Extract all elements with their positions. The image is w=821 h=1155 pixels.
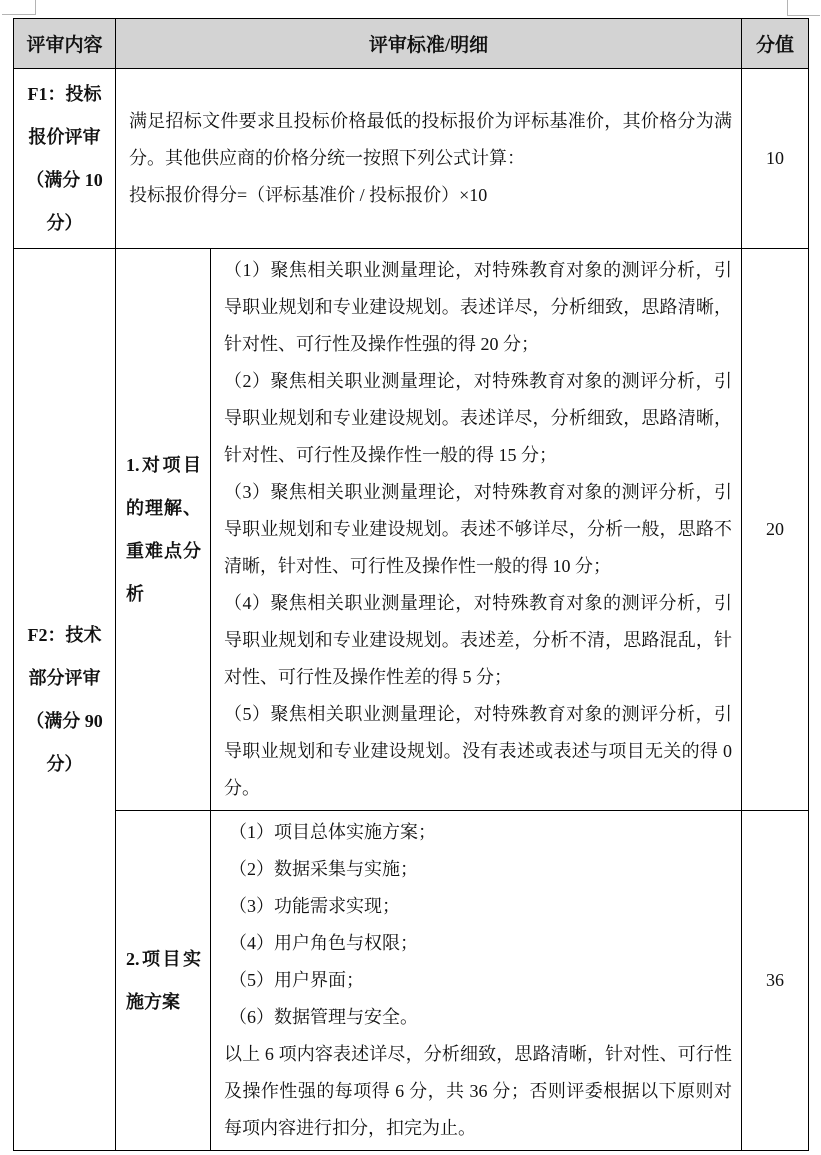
f1-formula-text: 投标报价得分=（评标基准价 / 投标报价）×10: [129, 185, 488, 205]
f2-sub1-detail-cell: [211, 249, 742, 811]
f2-sub2-score-value: 36: [742, 811, 809, 1151]
f2-sub2-item-3: （3）功能需求实现；: [229, 896, 400, 916]
f2-sub2-note: 以上 6 项内容表述详尽，分析细致，思路清晰，针对性、可行性及操作性强的每项得 6 分，共 36 分；否则评委根据以下原则对每项内容进行扣分，扣完为止。: [224, 1044, 732, 1138]
f2-sub1-paragraph-3: （3）聚焦相关职业测量理论，对特殊教育对象的测评分析，引导职业规划和专业建设规划。表述不够详尽，分析一般，思路不清晰，针对性、可行性及操作性一般的得 10 分；: [224, 482, 732, 576]
f2-sub1-name: 1.对项目的理解、重难点分析: [116, 249, 211, 811]
header-cell-score: 分值: [742, 19, 809, 69]
f1-criteria-label: F1：投标报价评审（满分 10 分）: [14, 69, 116, 249]
f2-sub1-paragraph-2: （2）聚焦相关职业测量理论，对特殊教育对象的测评分析，引导职业规划和专业建设规划。表述详尽，分析细致，思路清晰，针对性、可行性及操作性一般的得 15 分；: [224, 371, 732, 465]
f2-sub2-name: 2.项目实施方案: [116, 811, 211, 1151]
f2-sub1-paragraph-5: （5）聚焦相关职业测量理论，对特殊教育对象的测评分析，引导职业规划和专业建设规划。没有表述或表述与项目无关的得 0 分。: [224, 704, 732, 798]
page-margin-corner-mark-top-left: [2, 14, 36, 15]
f2-sub2-item-2: （2）数据采集与实施；: [229, 859, 418, 879]
page-margin-corner-mark-top-right: [787, 15, 820, 16]
header-cell-standard: 评审标准/明细: [116, 19, 742, 69]
f2-sub2-item-1: （1）项目总体实施方案；: [229, 822, 436, 842]
f2-sub2-detail-cell: [211, 811, 742, 1151]
table-row-f1: [14, 69, 809, 249]
evaluation-criteria-table: [13, 18, 809, 1151]
f1-detail-paragraph: 满足招标文件要求且投标价格最低的投标报价为评标基准价，其价格分为满分。其他供应商的价格分统一按照下列公式计算：: [129, 111, 732, 168]
f2-sub2-item-6: （6）数据管理与安全。: [229, 1007, 418, 1027]
f1-detail-cell: [116, 69, 742, 249]
f1-score-value: 10: [742, 69, 809, 249]
f2-sub2-item-5: （5）用户界面；: [229, 970, 364, 990]
f2-sub1-score-value: 20: [742, 249, 809, 811]
page-margin-corner-mark-top-left: [35, 0, 36, 14]
table-row-f2-sub2: [14, 811, 809, 1151]
f2-sub1-paragraph-4: （4）聚焦相关职业测量理论，对特殊教育对象的测评分析，引导职业规划和专业建设规划。表述差，分析不清，思路混乱，针对性、可行性及操作性差的得 5 分；: [224, 593, 732, 687]
f2-criteria-label: F2：技术部分评审（满分 90 分）: [14, 249, 116, 1151]
page-margin-corner-mark-top-right: [787, 0, 788, 15]
table-row-f2-sub1: [14, 249, 809, 811]
f2-sub1-paragraph-1: （1）聚焦相关职业测量理论，对特殊教育对象的测评分析，引导职业规划和专业建设规划。表述详尽，分析细致，思路清晰，针对性、可行性及操作性强的得 20 分；: [224, 260, 732, 354]
table-header-row: [14, 19, 809, 69]
f2-sub2-item-4: （4）用户角色与权限；: [229, 933, 418, 953]
header-cell-criteria: 评审内容: [14, 19, 116, 69]
